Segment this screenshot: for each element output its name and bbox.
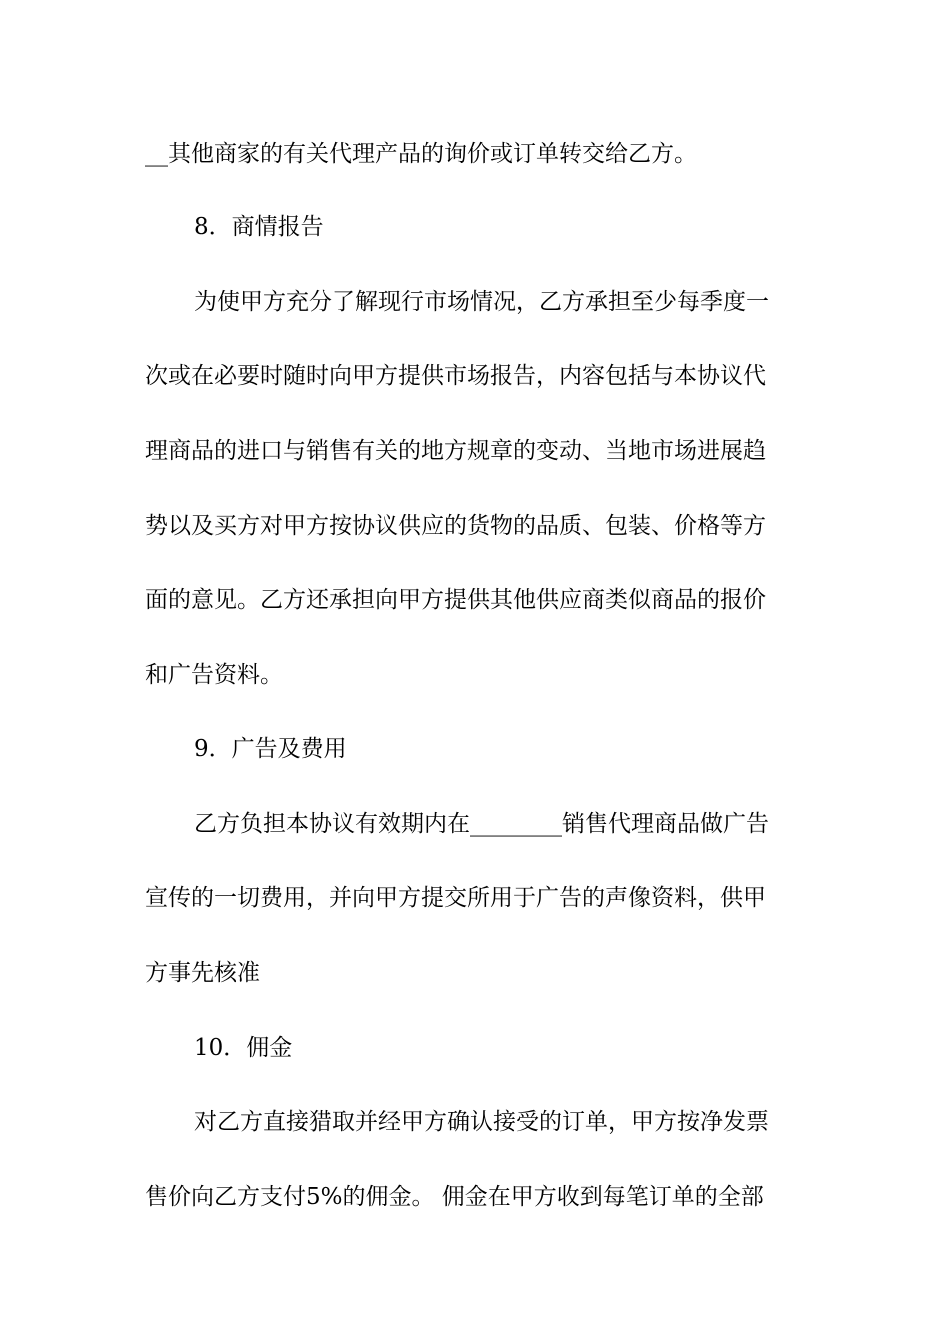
paragraph-line: __其他商家的有关代理产品的询价或订单转交给乙方。 [145,141,697,167]
section-heading-9: 9．广告及费用 [194,736,347,762]
paragraph-line: 势以及买方对甲方按协议供应的货物的品质、包装、价格等方 [145,513,766,539]
paragraph-line: 宣传的一切费用，并向甲方提交所用于广告的声像资料，供甲 [145,885,766,911]
paragraph-line: 方事先核准 [145,960,260,986]
section-heading-8: 8．商情报告 [194,214,324,240]
paragraph-line: 面的意见。乙方还承担向甲方提供其他供应商类似商品的报价 [145,587,766,613]
paragraph-line: 理商品的进口与销售有关的地方规章的变动、当地市场进展趋 [145,438,766,464]
paragraph-line: 和广告资料。 [145,662,283,688]
paragraph-line: 为使甲方充分了解现行市场情况，乙方承担至少每季度一 [194,289,769,315]
section-heading-10: 10．佣金 [194,1035,293,1061]
paragraph-line: 次或在必要时随时向甲方提供市场报告，内容包括与本协议代 [145,363,766,389]
paragraph-line: 对乙方直接猎取并经甲方确认接受的订单，甲方按净发票 [194,1109,769,1135]
paragraph-line: 售价向乙方支付5%的佣金。 佣金在甲方收到每笔订单的全部 [145,1184,764,1210]
paragraph-line: 乙方负担本协议有效期内在________销售代理商品做广告 [194,811,769,837]
